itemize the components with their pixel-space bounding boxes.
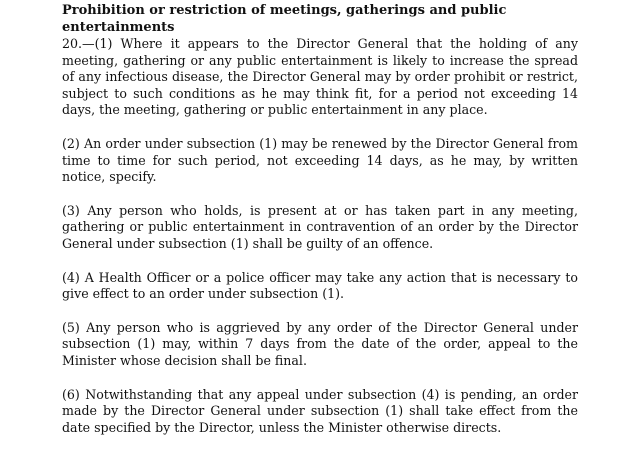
paragraph-subsection-1: 20.—(1) Where it appears to the Director General that the holding of any meeting, gathering or any public entertainment is likely to increase the spread of any infectious disease, the Director General may by order prohibit or restrict, subject to such conditions as he may think fit, for a period not exceeding 14 days, the meeting, gathering or public entertainment in any place. xyxy=(62,36,578,118)
section-heading: Prohibition or restriction of meetings, gatherings and public entertainments xyxy=(62,3,507,35)
paragraph-subsection-5: (5) Any person who is aggrieved by any order of the Director General under subsection (1) may, within 7 days from the date of the order, appeal to the Minister whose decision shall be final. xyxy=(62,319,578,368)
paragraph-subsection-3: (3) Any person who holds, is present at or has taken part in any meeting, gathering or public entertainment in contravention of an order by the Director General under subsection (1) shall be guilty of an offence. xyxy=(62,202,578,251)
document-body xyxy=(62,2,578,453)
paragraph-subsection-6: (6) Notwithstanding that any appeal under subsection (4) is pending, an order made by the Director General under subsection (1) shall take effect from the date specified by the Director, unless the Minister otherwise directs. xyxy=(62,386,578,435)
paragraph-subsection-4: (4) A Health Officer or a police officer may take any action that is necessary to give effect to an order under subsection (1). xyxy=(62,269,578,302)
paragraph-subsection-2: (2) An order under subsection (1) may be renewed by the Director General from time to time for such period, not exceeding 14 days, as he may, by written notice, specify. xyxy=(62,135,578,185)
